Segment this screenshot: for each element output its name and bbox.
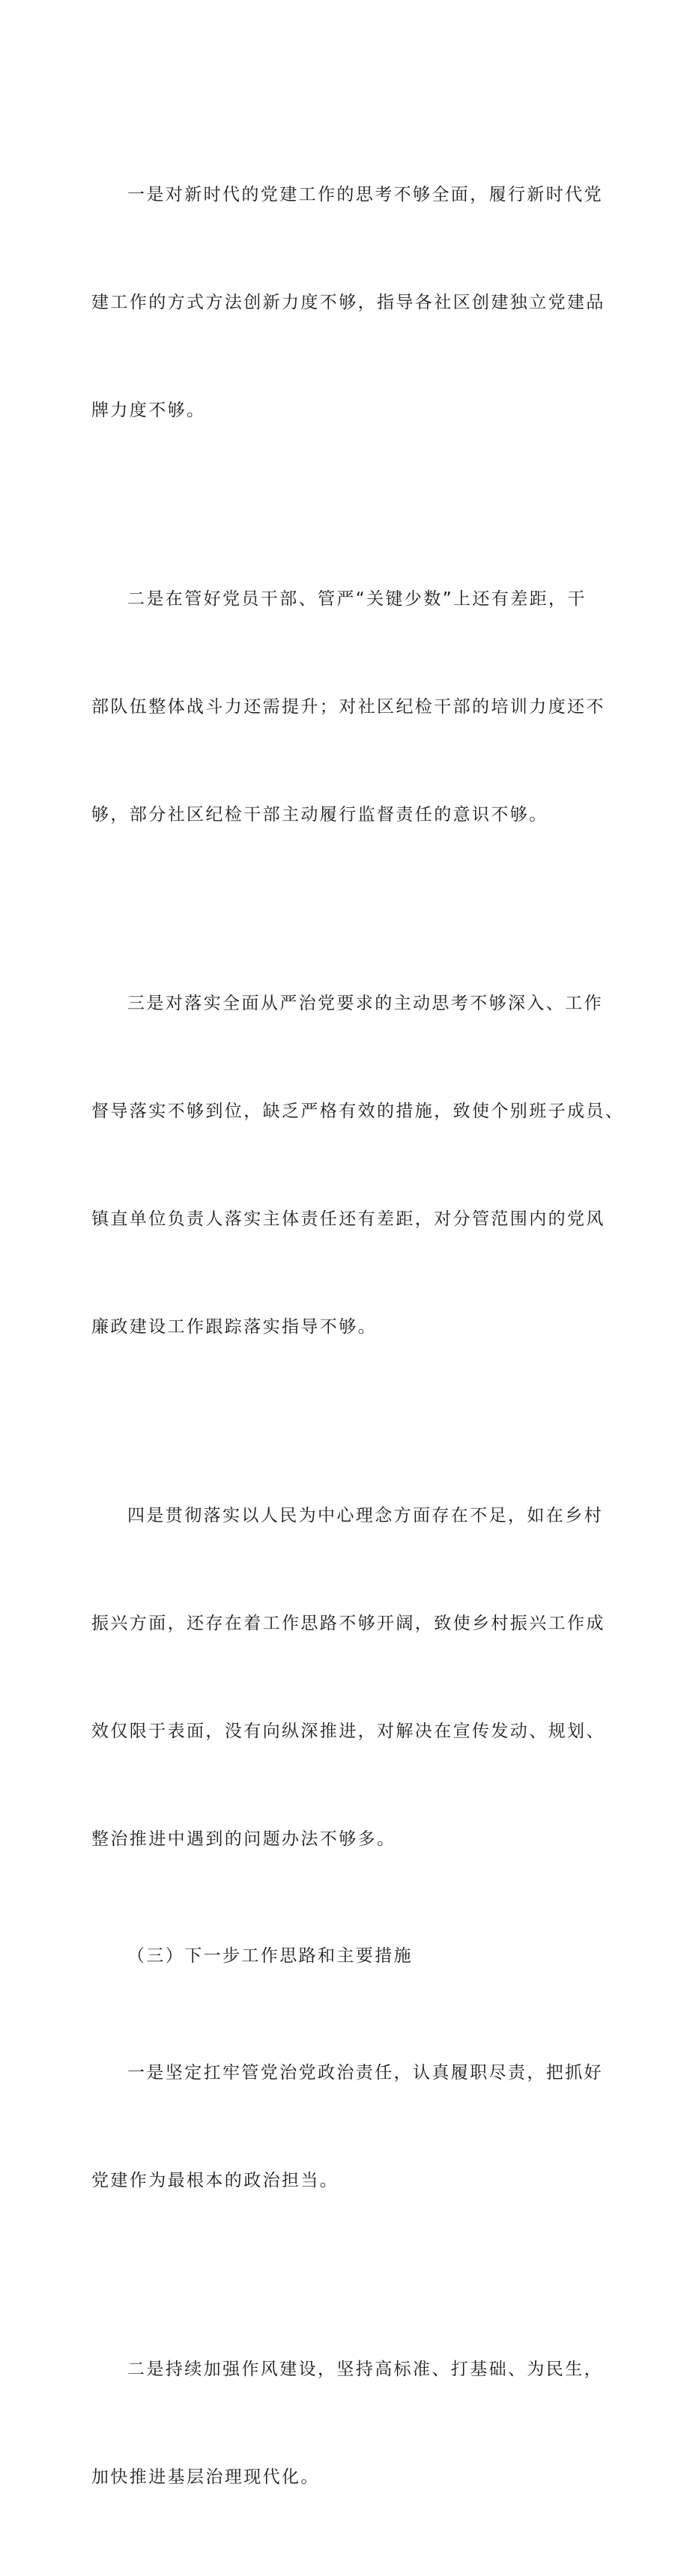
paragraph-problem-4 bbox=[91, 1426, 608, 1929]
text-line: 部队伍整体战斗力还需提升；对社区纪检干部的培训力度还不 bbox=[91, 697, 605, 717]
paragraph-measure-1 bbox=[91, 1983, 608, 2270]
document-body bbox=[91, 105, 625, 2576]
text-line: 振兴方面，还存在着工作思路不够开阔，致使乡村振兴工作成 bbox=[91, 1614, 605, 1633]
text-line: 三是对落实全面从严治党要求的主动思考不够深入、工作 bbox=[127, 994, 603, 1013]
text-line: 廉政建设工作跟踪落实指导不够。 bbox=[91, 1317, 377, 1337]
text-line: 督导落实不够到位，缺乏严格有效的措施，致使个别班子成员、 bbox=[91, 1102, 625, 1121]
paragraph-measure-2 bbox=[91, 2279, 608, 2567]
text-line: 建工作的方式方法创新力度不够，指导各社区创建独立党建品 bbox=[91, 293, 605, 312]
text-line: 加快推进基层治理现代化。 bbox=[91, 2467, 320, 2487]
text-line: 一是坚定扛牢管党治党政治责任，认真履职尽责，把抓好 bbox=[127, 2063, 603, 2083]
text-line: 整治推进中遇到的问题办法不够多。 bbox=[91, 1829, 396, 1849]
section-heading: （三）下一步工作思路和主要措施 bbox=[127, 1946, 413, 1966]
paragraph-problem-2 bbox=[91, 509, 608, 905]
text-line: 镇直单位负责人落实主体责任还有差距，对分管范围内的党风 bbox=[91, 1209, 605, 1229]
text-line: 一是对新时代的党建工作的思考不够全面，履行新时代党 bbox=[127, 185, 603, 204]
text-line: 够，部分社区纪检干部主动履行监督责任的意识不够。 bbox=[91, 805, 548, 824]
text-line: 二是在管好党员干部、管严“关键少数”上还有差距，干 bbox=[127, 589, 587, 609]
text-line: 党建作为最根本的政治担当。 bbox=[91, 2171, 339, 2190]
text-line: 牌力度不够。 bbox=[91, 401, 206, 420]
text-line: 四是贯彻落实以人民为中心理念方面存在不足，如在乡村 bbox=[127, 1506, 603, 1525]
text-line: 二是持续加强作风建设，坚持高标准、打基础、为民生， bbox=[127, 2360, 603, 2379]
paragraph-problem-3 bbox=[91, 914, 625, 1417]
paragraph-problem-1 bbox=[91, 105, 608, 500]
text-line: 效仅限于表面，没有向纵深推进，对解决在宣传发动、规划、 bbox=[91, 1722, 605, 1741]
